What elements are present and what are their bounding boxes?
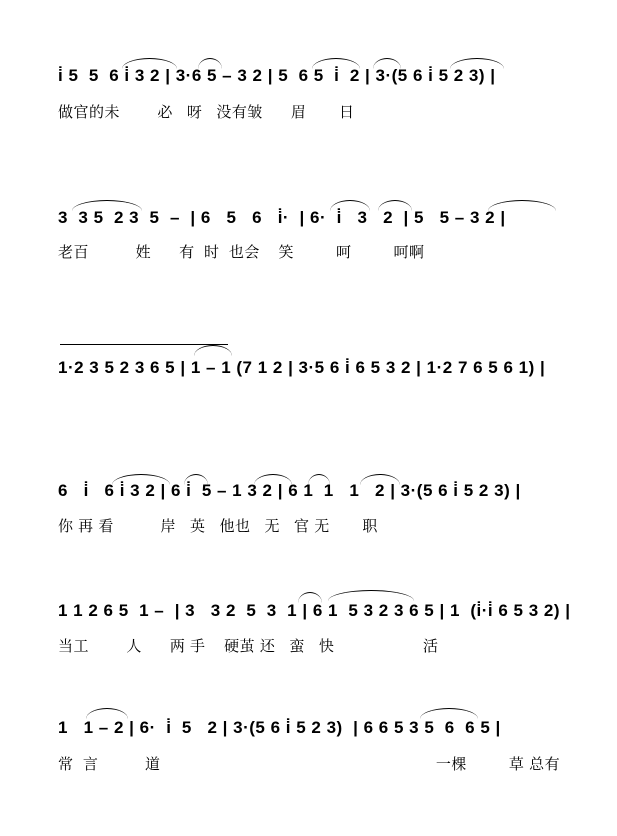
lyrics-line-1: 做官的未 必 呀 没有皱 眉 日 [58,104,355,121]
lyrics-line-6: 常 言 道 一棵 草 总有 [58,756,561,773]
lyrics-line-4: 你 再 看 岸 英 他也 无 官 无 职 [58,518,378,535]
notation-line-6: 1 1 – 2 | 6· i̇ 5 2 | 3·(5 6 i̇ 5 2 3) | 6 6 5 3 5 6 6 5 | [58,718,501,737]
notation-line-2: 3 3 5 2 3 5 – | 6 5 6 i̇· | 6· i̇ 3 2 | 5 5 – 3 2 | [58,208,506,227]
notation-line-5: 1 1 2 6 5 1 – | 3 3 2 5 3 1 | 6 1 5 3 2 3 6 5 | 1 (i̇·i̇ 6 5 3 2) | [58,601,571,620]
lyrics-line-2: 老百 姓 有 时 也会 笑 呵 呵啊 [58,244,425,261]
slur-mark [194,345,232,356]
notation-line-4: 6 i̇ 6 i̇ 3 2 | 6 i̇ 5 – 1 3 2 | 6 1 1 1 2 | 3·(5 6 i̇ 5 2 3) | [58,481,521,500]
notation-line-1: i̇ 5 5 6 i̇ 3 2 | 3·6 5 – 3 2 | 5 6 5 i̇ 2 | 3·(5 6 i̇ 5 2 3) | [58,66,496,85]
lyrics-line-5: 当工 人 两 手 硬茧 还 蛮 快 活 [58,638,439,655]
notation-line-3: 1·2 3 5 2 3 6 5 | 1 – 1 (7 1 2 | 3·5 6 i̇ 6 5 3 2 | 1·2 7 6 5 6 1) | [58,358,546,377]
phrase-line [60,344,228,345]
